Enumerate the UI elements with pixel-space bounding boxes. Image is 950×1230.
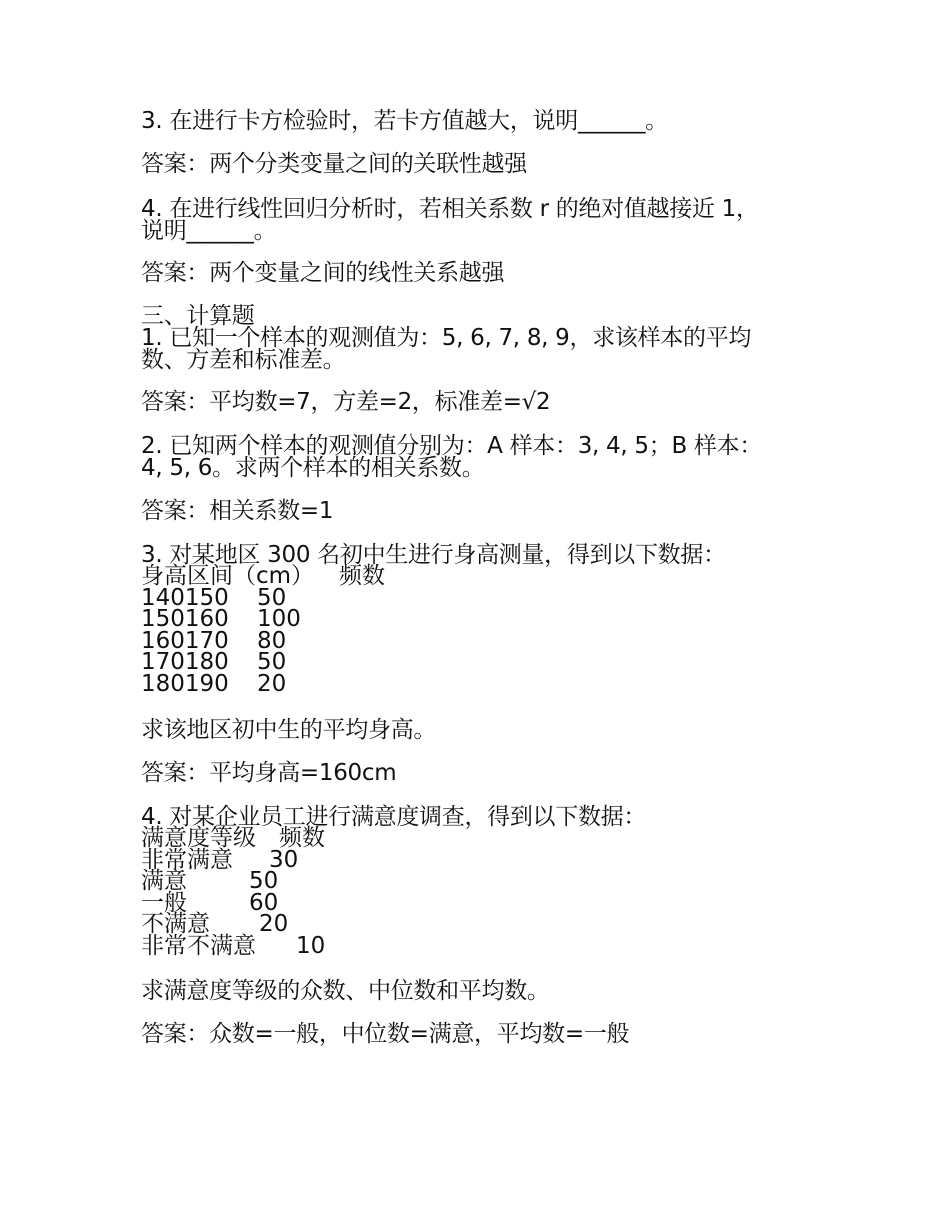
table-cell: 10 xyxy=(296,932,326,959)
table-cell: 20 xyxy=(259,911,289,937)
table-cell: 30 xyxy=(269,846,299,873)
question-fill-4-line2: 说明______。 xyxy=(141,218,277,244)
table-cell: 100 xyxy=(257,606,301,632)
table-header: 频数 xyxy=(279,825,325,851)
question-calc-3-intro: 3. 对某地区 300 名初中生进行身高测量，得到以下数据： xyxy=(141,542,726,568)
answer-calc-2: 答案：相关系数=1 xyxy=(141,498,334,524)
question-calc-4-intro: 4. 对某企业员工进行满意度调查，得到以下数据： xyxy=(141,804,647,830)
table-cell: 50 xyxy=(257,649,287,675)
question-calc-1-line2: 数、方差和标准差。 xyxy=(141,347,346,373)
table-cell: 非常不满意 xyxy=(141,932,256,959)
section-heading: 三、计算题 xyxy=(141,303,255,329)
table-header: 频数 xyxy=(339,563,385,589)
question-calc-3-ask: 求该地区初中生的平均身高。 xyxy=(141,717,437,743)
answer-fill-4: 答案：两个变量之间的线性关系越强 xyxy=(141,260,505,286)
table-cell: 50 xyxy=(249,868,279,894)
question-calc-1-line1: 1. 已知一个样本的观测值为：5, 6, 7, 8, 9，求该样本的平均 xyxy=(141,325,752,351)
table-cell: 非常满意 xyxy=(141,846,233,873)
question-fill-3: 3. 在进行卡方检验时，若卡方值越大，说明______。 xyxy=(141,108,668,134)
answer-calc-3: 答案：平均身高=160cm xyxy=(141,760,397,786)
answer-calc-1: 答案：平均数=7，方差=2，标准差=√2 xyxy=(141,389,551,415)
table-cell: 170180 xyxy=(141,649,229,675)
table-cell: 140150 xyxy=(141,584,229,611)
table-cell: 一般 xyxy=(141,889,187,916)
question-calc-2-line2: 4, 5, 6。求两个样本的相关系数。 xyxy=(141,455,485,481)
table-header: 满意度等级 xyxy=(141,825,256,851)
table-cell: 20 xyxy=(257,670,287,697)
table-cell: 60 xyxy=(249,889,279,916)
table-cell: 180190 xyxy=(141,670,229,697)
answer-fill-3: 答案：两个分类变量之间的关联性越强 xyxy=(141,151,527,177)
table-header: 身高区间（cm） xyxy=(141,563,315,589)
table-cell: 50 xyxy=(257,584,287,611)
table-cell: 160170 xyxy=(141,627,229,654)
table-cell: 不满意 xyxy=(141,911,210,937)
table-cell: 满意 xyxy=(141,868,187,894)
table-cell: 150160 xyxy=(141,606,229,632)
question-calc-4-ask: 求满意度等级的众数、中位数和平均数。 xyxy=(141,978,550,1004)
question-calc-2-line1: 2. 已知两个样本的观测值分别为：A 样本：3, 4, 5；B 样本： xyxy=(141,433,763,459)
answer-calc-4: 答案：众数=一般，中位数=满意，平均数=一般 xyxy=(141,1021,630,1047)
table-cell: 80 xyxy=(257,627,287,654)
question-fill-4-line1: 4. 在进行线性回归分析时，若相关系数 r 的绝对值越接近 1， xyxy=(141,196,759,222)
